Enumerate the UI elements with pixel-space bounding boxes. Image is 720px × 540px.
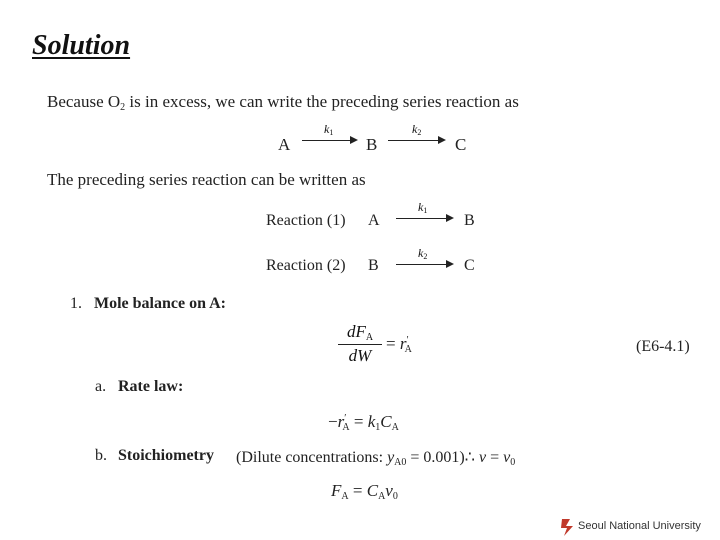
flow-rate-equation: $F_A = C_Av_0$ [331,481,398,502]
step-1-label: Mole balance on A: [94,295,226,312]
rate-law-equation: $-r'_A = k_1C_A$ [328,412,399,433]
intro-text-after: is in excess, we can write the preceding series reaction as [129,92,519,111]
reaction-2-from: B [368,257,379,274]
slide-title: Solution [32,30,131,61]
equation-number: (E6-4.1) [636,338,690,355]
reaction-2-to: C [464,257,475,274]
university-logo-icon [559,517,577,537]
series-A: A [278,135,291,154]
mole-balance-rhs: = $r'_A$ [386,334,412,355]
intro-sentence [47,92,519,113]
reaction-1-label: Reaction (1) [266,212,346,229]
series-B: B [366,135,378,154]
arrow-k1 [302,122,358,150]
series-C: C [455,135,467,154]
mole-balance-fraction [338,322,382,366]
step-1-number: 1. [70,295,82,312]
reaction-1-from: A [368,212,380,229]
reaction-2-label: Reaction (2) [266,257,346,274]
footer-university: Seoul National University [578,520,701,532]
step-b-label: Stoichiometry [118,447,214,464]
arrow-k2 [388,122,446,150]
k2-label: $k_2$ [412,122,422,137]
reaction-1-k: $k_1$ [418,200,428,215]
o2-formula: $O_2$ [107,92,126,113]
k1-label: $k_1$ [324,122,334,137]
reaction-1-to: B [464,212,475,229]
written-as-text: The preceding series reaction can be written as [47,170,366,189]
reaction-2-k: $k_2$ [418,246,428,261]
reaction-2-arrow [396,246,454,274]
step-b-number: b. [95,447,107,464]
intro-text-before: Because [47,92,104,111]
step-a-label: Rate law: [118,378,184,395]
step-a-number: a. [95,378,107,395]
stoichiometry-note: (Dilute concentrations: $y_{A0}$ = 0.001)∴ $v = v_0$ [236,449,516,468]
fraction-numerator: $dF_A$ [338,322,382,345]
fraction-denominator: dW [348,346,372,365]
reaction-1-arrow [396,200,454,228]
